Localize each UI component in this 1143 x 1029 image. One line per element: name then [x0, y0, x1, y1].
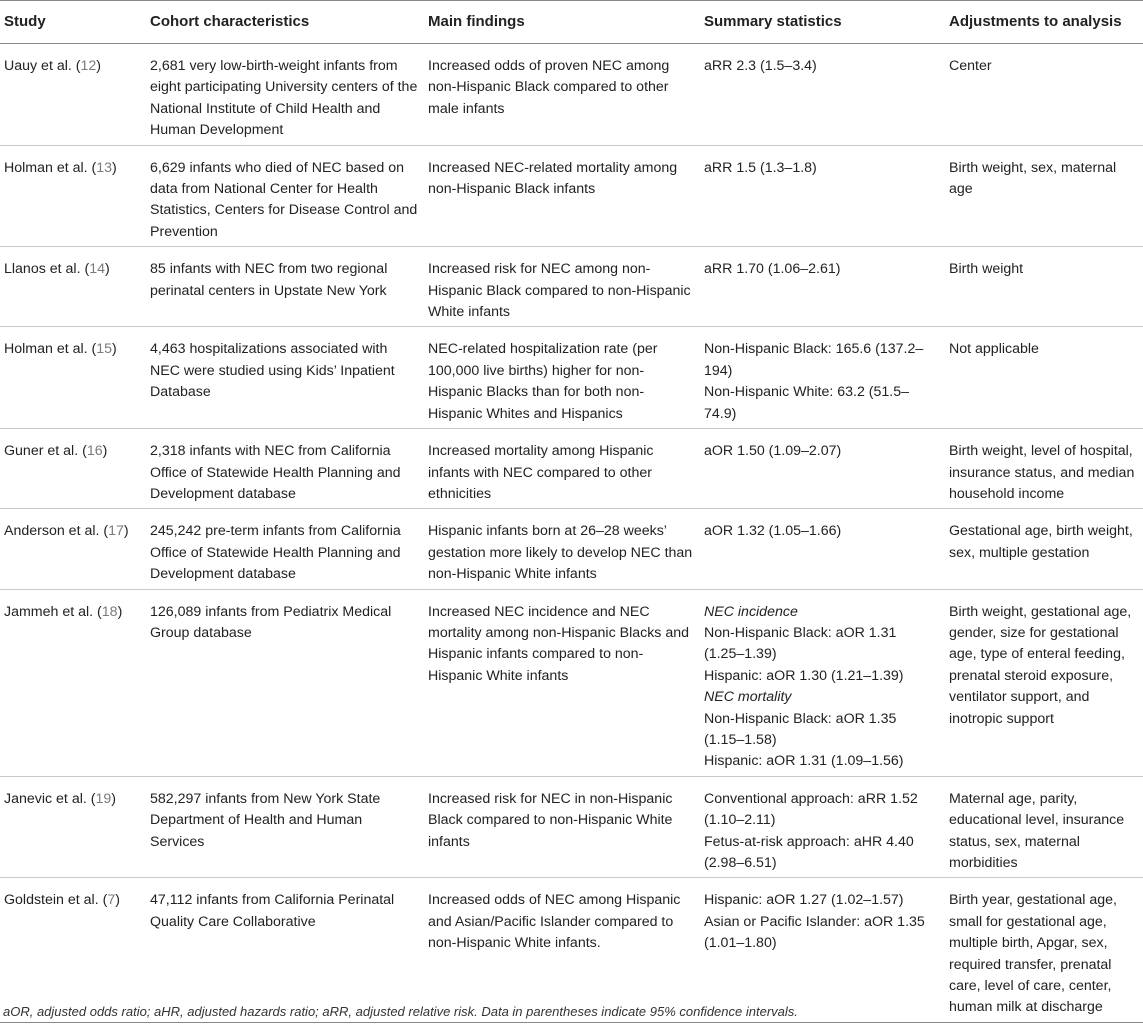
study-author: Jammeh et al. ( [4, 603, 102, 620]
study-close: ) [104, 261, 110, 278]
study-close: ) [123, 523, 129, 540]
findings-cell: Increased mortality among Hispanic infants with NEC compared to other ethnicities [424, 429, 700, 509]
study-cell [0, 247, 146, 327]
adjustments-cell: Birth weight, level of hospital, insurance status, and median household income [945, 429, 1143, 509]
stats-cell [700, 589, 945, 776]
adjustments-cell: Birth weight [945, 247, 1143, 327]
stat-line: Non-Hispanic Black: aOR 1.35 (1.15–1.58) [704, 710, 897, 748]
cohort-cell: 2,318 infants with NEC from California Office of Statewide Health Planning and Development database [146, 429, 424, 509]
study-author: Uauy et al. ( [4, 58, 81, 74]
stats-cell [700, 509, 945, 589]
reference-link[interactable]: 7 [107, 892, 116, 909]
findings-cell: Hispanic infants born at 26–28 weeks’ gestation more likely to develop NEC than non-Hispanic White infants [424, 509, 700, 589]
adjustments-cell: Birth year, gestational age, small for gestational age, multiple birth, Apgar, sex, required transfer, prenatal care, level of care, center, human milk at discharge [945, 878, 1143, 1022]
cohort-cell: 4,463 hospitalizations associated with NEC were studied using Kids’ Inpatient Database [146, 327, 424, 429]
stats-cell [700, 247, 945, 327]
table-row [0, 247, 1143, 327]
cohort-cell: 6,629 infants who died of NEC based on data from National Center for Health Statistics, Centers for Disease Control and Prevention [146, 145, 424, 247]
study-close: ) [117, 603, 123, 620]
study-cell [0, 44, 146, 146]
study-cell [0, 327, 146, 429]
study-cell [0, 429, 146, 509]
stat-line: aRR 1.5 (1.3–1.8) [704, 159, 817, 176]
stat-line: Non-Hispanic Black: aOR 1.31 (1.25–1.39) [704, 624, 897, 663]
reference-link[interactable]: 14 [89, 261, 105, 278]
stat-line: Non-Hispanic Black: 165.6 (137.2–194) [704, 341, 924, 379]
stat-line: Fetus-at-risk approach: aHR 4.40 (2.98–6.51) [704, 833, 914, 871]
stats-cell [700, 878, 945, 1022]
study-author: Llanos et al. ( [4, 261, 90, 278]
stats-cell [700, 776, 945, 878]
stats-cell [700, 429, 945, 509]
study-close: ) [111, 790, 116, 807]
table-row [0, 878, 1143, 1022]
stat-group-label: NEC incidence [704, 603, 798, 620]
study-author: Holman et al. ( [4, 159, 97, 176]
stat-group-label: NEC mortality [704, 689, 792, 706]
table-row [0, 776, 1143, 878]
header-cohort: Cohort characteristics [146, 1, 424, 44]
table-row [0, 429, 1143, 509]
study-close: ) [112, 159, 117, 176]
study-cell [0, 776, 146, 878]
stat-line: Hispanic: aOR 1.30 (1.21–1.39) [704, 667, 904, 684]
table-row [0, 589, 1143, 776]
cohort-cell: 47,112 infants from California Perinatal Quality Care Collaborative [146, 878, 424, 1022]
reference-link[interactable]: 15 [96, 341, 113, 358]
table-row [0, 327, 1143, 429]
findings-cell: Increased NEC incidence and NEC mortality among non-Hispanic Blacks and Hispanic infants compared to non-Hispanic White infants [424, 589, 700, 776]
study-close: ) [96, 58, 102, 74]
study-close: ) [112, 341, 117, 358]
findings-cell: Increased odds of proven NEC among non-Hispanic Black compared to other male infants [424, 44, 700, 146]
reference-link[interactable]: 12 [80, 58, 97, 74]
table-footnote: aOR, adjusted odds ratio; aHR, adjusted hazards ratio; aRR, adjusted relative risk. Data in parentheses indicate 95% confidence intervals. [3, 1004, 798, 1019]
stats-cell [700, 145, 945, 247]
stat-line: aOR 1.32 (1.05–1.66) [704, 523, 842, 540]
reference-link[interactable]: 18 [101, 603, 118, 620]
stat-line: aRR 1.70 (1.06–2.61) [704, 261, 841, 278]
reference-link[interactable]: 13 [96, 159, 113, 176]
stat-line: Non-Hispanic White: 63.2 (51.5–74.9) [704, 384, 910, 422]
stats-cell [700, 327, 945, 429]
study-author: Janevic et al. ( [4, 790, 96, 807]
header-adjustments: Adjustments to analysis [945, 1, 1143, 44]
reference-link[interactable]: 16 [86, 443, 103, 460]
adjustments-cell: Gestational age, birth weight, sex, multiple gestation [945, 509, 1143, 589]
study-cell [0, 878, 146, 1022]
reference-link[interactable]: 17 [108, 523, 124, 540]
adjustments-cell: Maternal age, parity, educational level, insurance status, sex, maternal morbidities [945, 776, 1143, 878]
study-author: Guner et al. ( [4, 443, 87, 460]
reference-link[interactable]: 19 [95, 790, 112, 807]
stat-line: aRR 2.3 (1.5–3.4) [704, 58, 817, 74]
findings-cell: Increased NEC-related mortality among non-Hispanic Black infants [424, 145, 700, 247]
adjustments-cell: Birth weight, sex, maternal age [945, 145, 1143, 247]
adjustments-cell: Not applicable [945, 327, 1143, 429]
adjustments-cell: Birth weight, gestational age, gender, size for gestational age, type of enteral feeding, prenatal steroid exposure, ventilator support, and inotropic support [945, 589, 1143, 776]
table-row [0, 44, 1143, 146]
study-cell [0, 145, 146, 247]
stat-line: aOR 1.50 (1.09–2.07) [704, 443, 842, 460]
stat-line: Hispanic: aOR 1.27 (1.02–1.57) [704, 892, 904, 909]
header-study: Study [0, 1, 146, 44]
findings-cell: Increased odds of NEC among Hispanic and Asian/Pacific Islander compared to non-Hispanic White infants. [424, 878, 700, 1022]
findings-cell: NEC-related hospitalization rate (per 100,000 live births) higher for non-Hispanic Blacks than for both non-Hispanic Whites and Hispanics [424, 327, 700, 429]
header-findings: Main findings [424, 1, 700, 44]
study-close: ) [115, 892, 120, 909]
study-author: Goldstein et al. ( [4, 892, 108, 909]
study-author: Anderson et al. ( [4, 523, 109, 540]
table-row [0, 509, 1143, 589]
cohort-cell: 582,297 infants from New York State Department of Health and Human Services [146, 776, 424, 878]
study-cell [0, 589, 146, 776]
cohort-cell: 126,089 infants from Pediatrix Medical Group database [146, 589, 424, 776]
study-author: Holman et al. ( [4, 341, 97, 358]
cohort-cell: 2,681 very low-birth-weight infants from eight participating University centers of the National Institute of Child Health and Human Development [146, 44, 424, 146]
cohort-cell: 245,242 pre-term infants from California Office of Statewide Health Planning and Development database [146, 509, 424, 589]
stat-line: Asian or Pacific Islander: aOR 1.35 (1.01–1.80) [704, 913, 925, 952]
stat-line: Conventional approach: aRR 1.52 (1.10–2.11) [704, 790, 918, 829]
stats-cell [700, 44, 945, 146]
findings-cell: Increased risk for NEC in non-Hispanic Black compared to non-Hispanic White infants [424, 776, 700, 878]
header-summary-statistics: Summary statistics [700, 1, 945, 44]
study-close: ) [102, 443, 108, 460]
findings-cell: Increased risk for NEC among non-Hispanic Black compared to non-Hispanic White infants [424, 247, 700, 327]
cohort-cell: 85 infants with NEC from two regional perinatal centers in Upstate New York [146, 247, 424, 327]
adjustments-cell: Center [945, 44, 1143, 146]
table-row [0, 145, 1143, 247]
stat-line: Hispanic: aOR 1.31 (1.09–1.56) [704, 753, 904, 770]
study-cell [0, 509, 146, 589]
header-row [0, 1, 1143, 44]
